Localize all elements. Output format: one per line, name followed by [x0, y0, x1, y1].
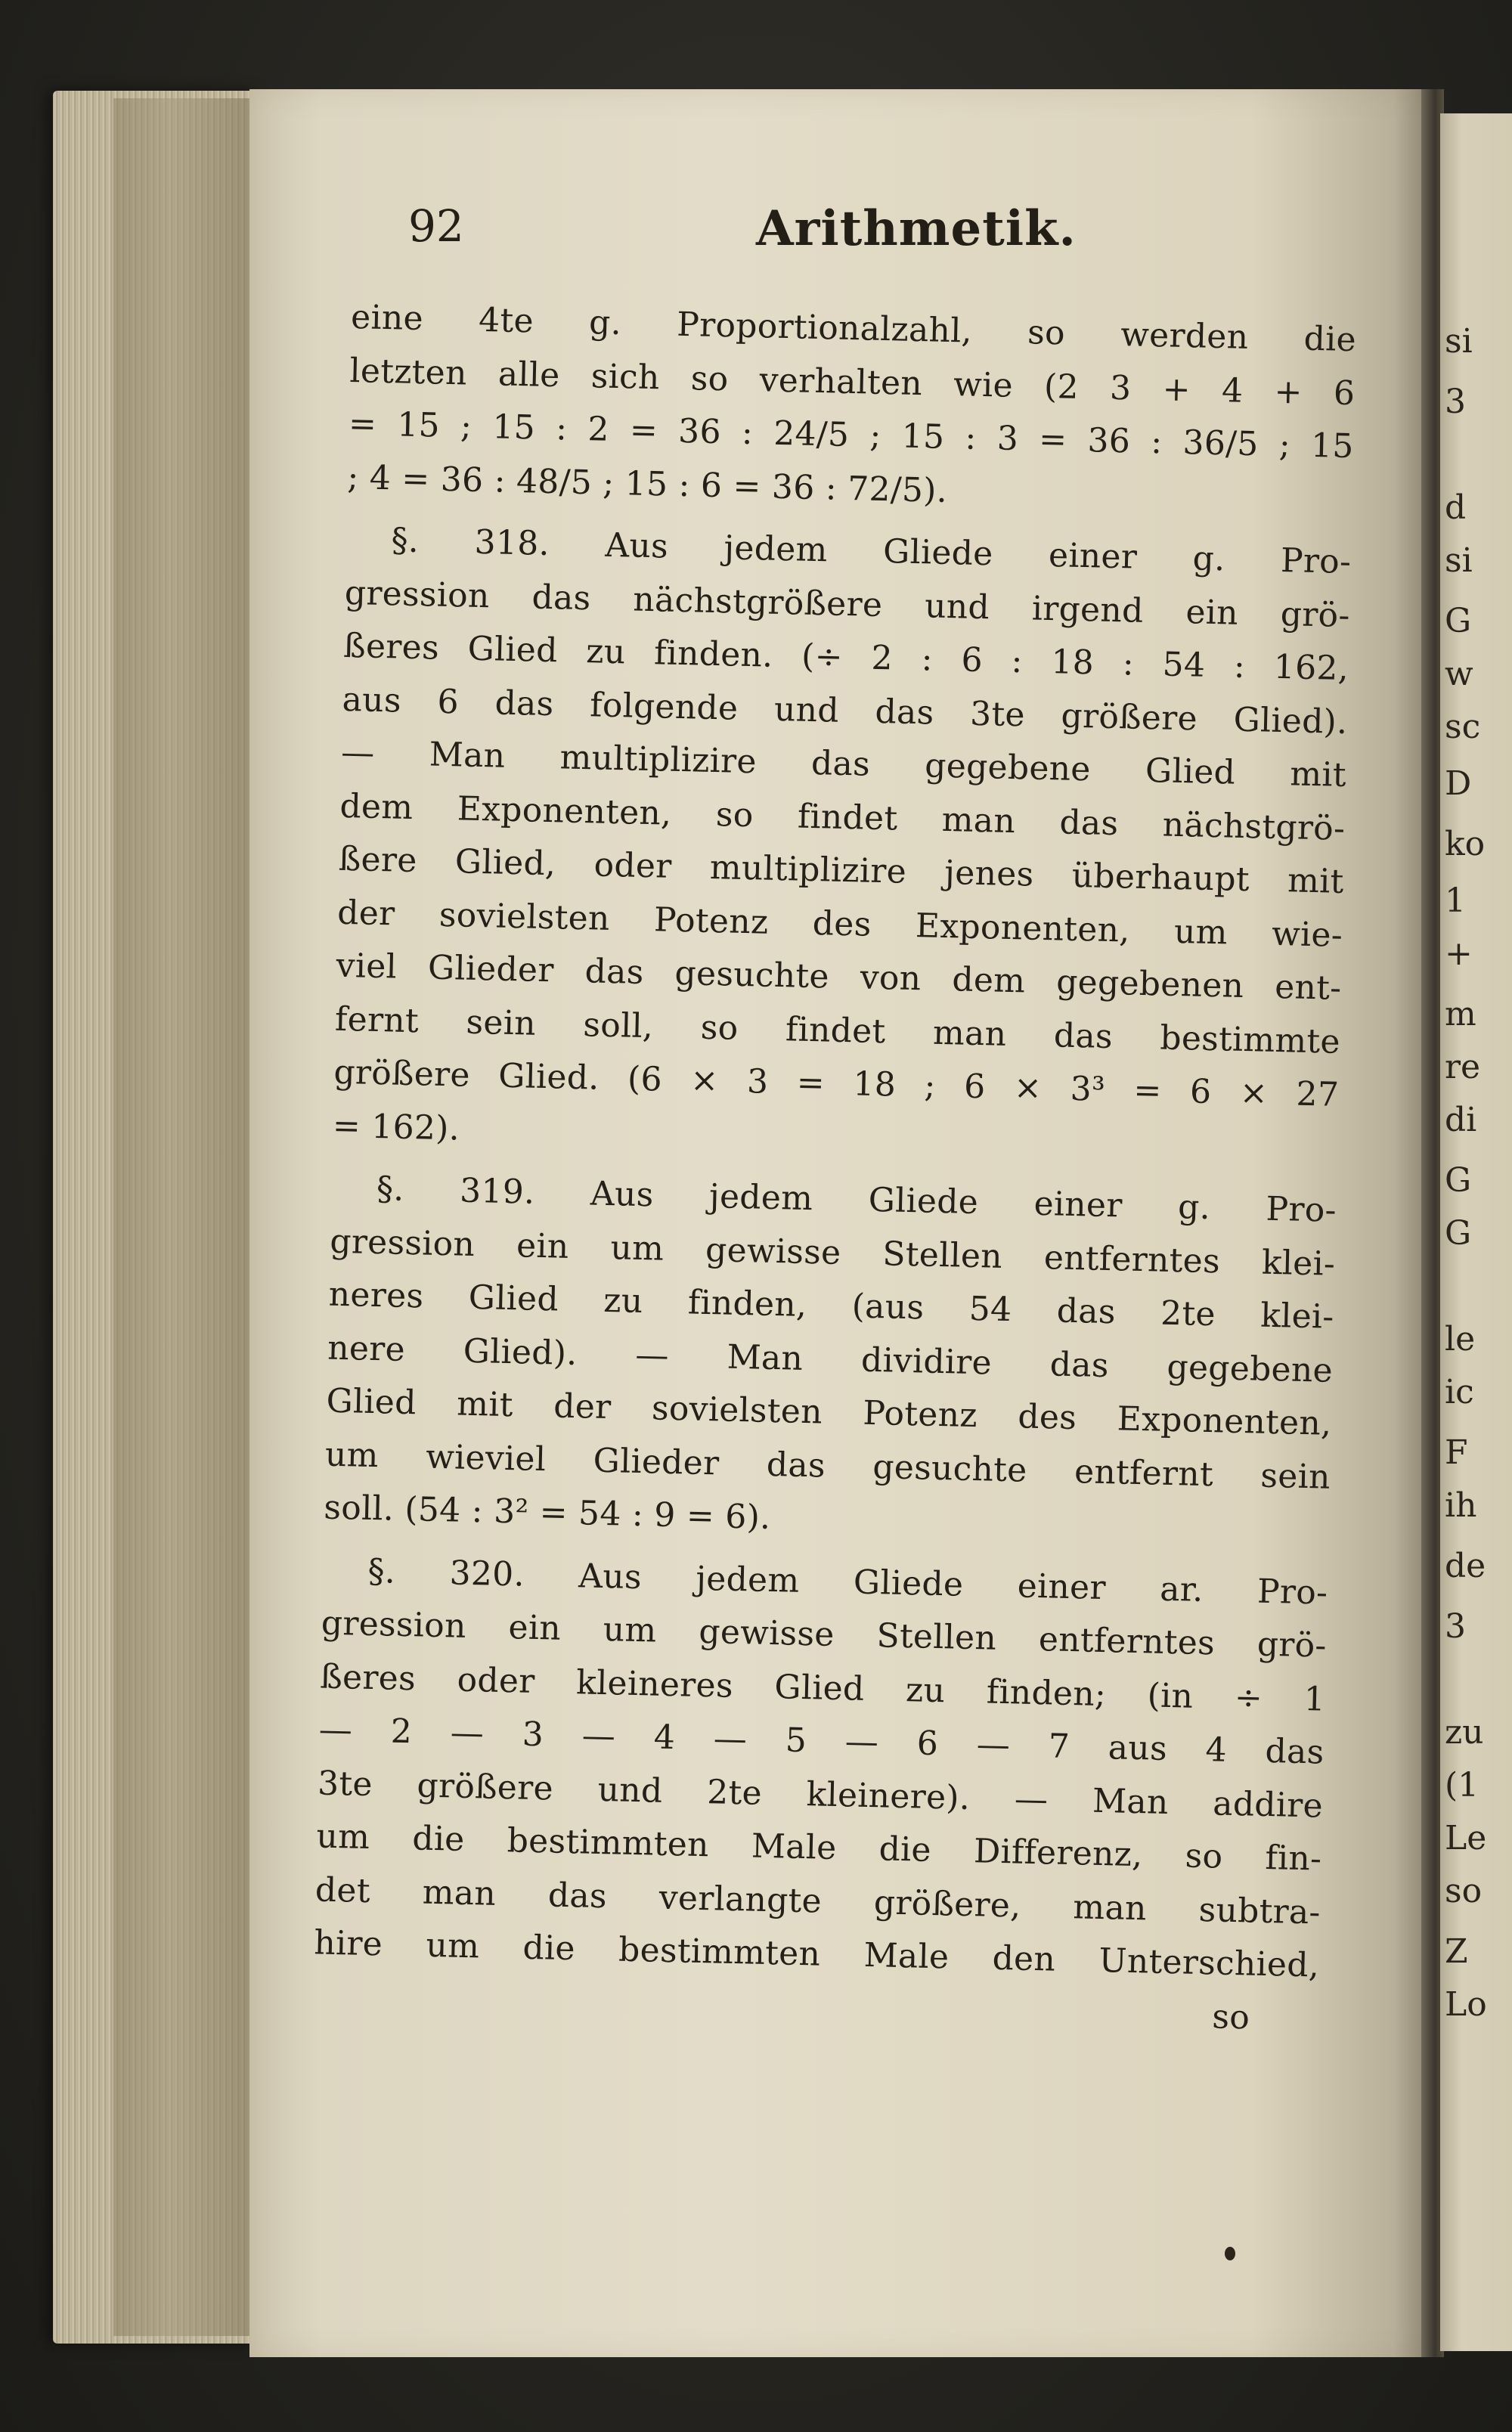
text-line: gression das nächstgrößere und irgend ein grö-: [344, 573, 1351, 635]
right-page-fragment: 3: [1445, 383, 1466, 421]
right-page-fragment: +: [1445, 934, 1473, 973]
text-line: der sovielsten Potenz des Exponenten, um wie-: [336, 893, 1343, 955]
right-page-fragment: si: [1445, 541, 1473, 580]
text-line: hire um die bestimmten Male den Unterschied,: [313, 1923, 1320, 1985]
section-319-heading-line: §. 319. Aus jedem Gliede einer g. Pro-: [376, 1170, 1337, 1230]
right-page-fragment: F: [1445, 1433, 1468, 1472]
text-line: = 162).: [332, 1106, 460, 1148]
text-line: soll. (54 : 3² = 54 : 9 = 6).: [323, 1488, 771, 1537]
right-page-fragment: ic: [1445, 1373, 1474, 1411]
right-page-fragment: d: [1445, 488, 1467, 527]
book-page-right: [1440, 113, 1512, 2351]
text-line: um wieviel Glieder das gesuchte entfernt sein: [324, 1435, 1331, 1497]
text-line: ßeres Glied zu finden. (÷ 2 : 6 : 18 : 54 : 162,: [342, 626, 1349, 689]
text-line: — Man multiplizire das gegebene Glied mit: [340, 733, 1347, 795]
section-320-heading-line: §. 320. Aus jedem Gliede einer ar. Pro-: [367, 1551, 1328, 1613]
page-number: 92: [408, 200, 464, 252]
right-page-fragment: G: [1445, 1214, 1472, 1253]
page-header: [408, 200, 1391, 261]
right-page-fragment: zu: [1445, 1713, 1484, 1752]
right-page-fragment: so: [1445, 1872, 1483, 1910]
right-page-fragment: di: [1445, 1101, 1477, 1139]
text-line: ßere Glied, oder multiplizire jenes überhaupt mit: [338, 839, 1345, 901]
right-page-fragment: 1: [1445, 881, 1466, 920]
text-line: größere Glied. (6 × 3 = 18 ; 6 × 3³ = 6 × 27: [333, 1052, 1340, 1114]
catchword: so: [1211, 1997, 1250, 2037]
running-title: Arithmetik.: [756, 200, 1077, 257]
text-line: eine 4te g. Proportionalzahl, so werden die: [350, 297, 1357, 360]
right-page-fragment: G: [1445, 1161, 1472, 1200]
right-page-fragment: de: [1445, 1547, 1486, 1585]
right-page-fragment: re: [1445, 1048, 1481, 1086]
text-line: Glied mit der sovielsten Potenz des Exponenten,: [326, 1381, 1332, 1443]
text-line: fernt sein soll, so findet man das bestimmte: [334, 999, 1341, 1061]
right-page-fragment: Z: [1445, 1932, 1468, 1971]
right-page-fragment: m: [1445, 995, 1476, 1033]
text-line: gression ein um gewisse Stellen entferntes grö-: [321, 1603, 1328, 1665]
text-line: = 15 ; 15 : 2 = 36 : 24/5 ; 15 : 3 = 36 : 36/5 ; 15: [348, 404, 1355, 466]
text-line: um die bestimmten Male die Differenz, so fin-: [316, 1817, 1322, 1879]
text-line: — 2 — 3 — 4 — 5 — 6 — 7 aus 4 das: [318, 1710, 1325, 1772]
right-page-fragment: D: [1445, 764, 1472, 803]
right-page-fragment: (1: [1445, 1766, 1479, 1805]
right-page-fragment: Le: [1445, 1819, 1487, 1857]
right-page-fragment: sc: [1445, 708, 1481, 746]
right-page-fragment: Lo: [1445, 1985, 1487, 2024]
text-line: nere Glied). — Man dividire das gegebene: [327, 1328, 1334, 1390]
right-page-fragment: 3: [1445, 1607, 1466, 1646]
section-318-heading-line: §. 318. Aus jedem Gliede einer g. Pro-: [390, 521, 1352, 582]
text-line: aus 6 das folgende und das 3te größere Glied).: [342, 680, 1348, 742]
right-page-fragment: ko: [1445, 825, 1486, 863]
text-line: letzten alle sich so verhalten wie (2 3 + 4 + 6: [349, 351, 1356, 413]
text-line: ßeres oder kleineres Glied zu finden; (in ÷ 1: [319, 1657, 1326, 1719]
right-page-fragment: G: [1445, 602, 1472, 640]
ink-spot: [1225, 2247, 1235, 2260]
right-page-fragment: ih: [1445, 1486, 1477, 1525]
text-line: viel Glieder das gesuchte von dem gegebenen ent-: [336, 946, 1342, 1008]
text-line: det man das verlangte größere, man subtra-: [314, 1870, 1321, 1932]
book-page-edges-shadow: [113, 98, 257, 2336]
text-line: gression ein um gewisse Stellen entferntes klei-: [329, 1222, 1336, 1284]
page-body-text: [312, 291, 1357, 2046]
text-line: ; 4 = 36 : 48/5 ; 15 : 6 = 36 : 72/5).: [346, 457, 948, 510]
right-page-fragment: si: [1445, 322, 1473, 361]
text-line: 3te größere und 2te kleinere). — Man addire: [317, 1763, 1324, 1826]
right-page-fragment: w: [1445, 655, 1473, 693]
text-line: neres Glied zu finden, (aus 54 das 2te klei-: [328, 1275, 1335, 1337]
right-page-fragment: le: [1445, 1320, 1476, 1359]
text-line: dem Exponenten, so findet man das nächstgrö-: [339, 786, 1346, 848]
